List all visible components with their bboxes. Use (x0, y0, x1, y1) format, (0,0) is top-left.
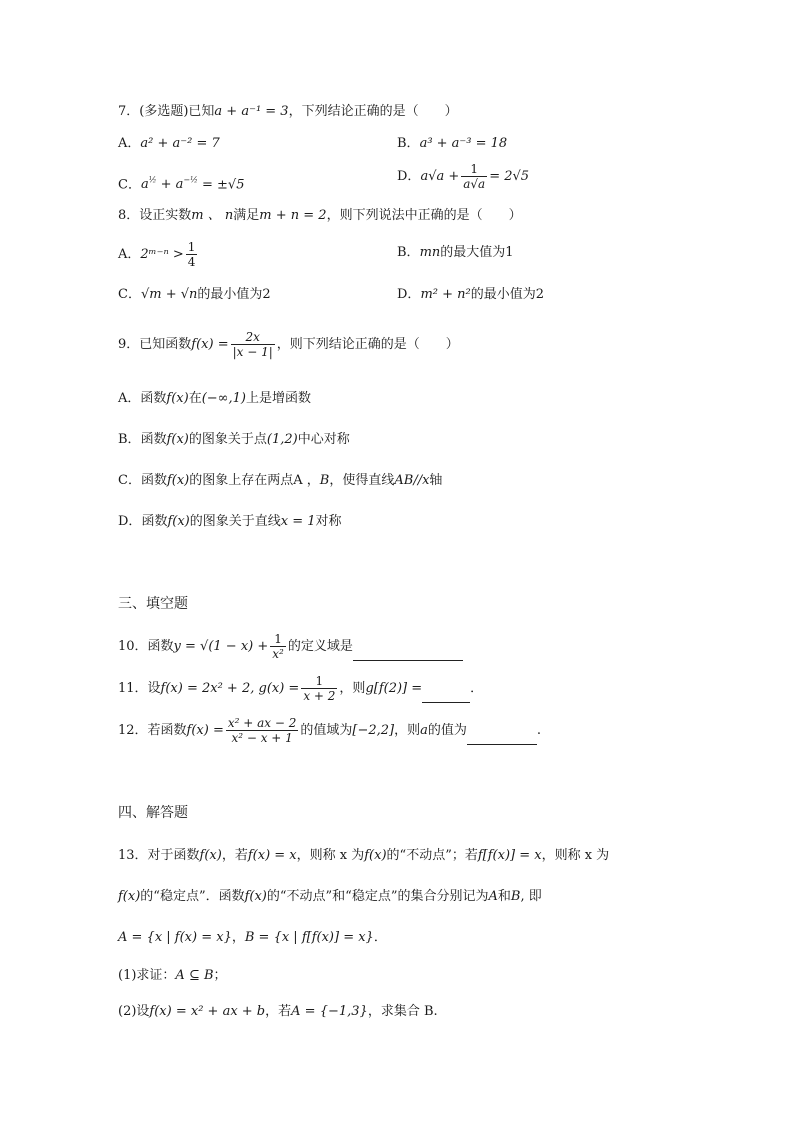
q10-answer-blank[interactable] (353, 646, 463, 661)
q7-option-c-power-sum: $a^{\frac{1}{2}} + a^{-\frac{1}{2}}$ (140, 176, 198, 193)
section-title-fill-blank: 三、填空题 (118, 596, 188, 612)
q8-option-b: B．mn的最大值为1 (397, 245, 514, 260)
q8-option-a: A．2ᵐ⁻ⁿ > $\frac{1}{4}$ (118, 240, 196, 269)
q13-line-1: 13．对于函数f(x)，若f(x) = x，则称 x 为f(x)的“不动点”；若f[f(x)] = x，则称 x 为 (118, 848, 610, 863)
q13-part-2: (2)设f(x) = x² + ax + b，若A = {−1,3}，求集合 B. (118, 1004, 438, 1019)
q13-part-1: (1)求证：A ⊆ B； (118, 968, 227, 983)
q9-stem: 9．已知函数f(x) = $\frac{2x}{|x - 1|}$ ，则下列结论正确的是（ ） (118, 330, 459, 359)
q12-fraction: $\frac{\text{x² + ax − 2}}{\text{x² − x + 1}}$ (227, 716, 297, 745)
q9-option-d: D．函数f(x)的图象关于直线x = 1对称 (118, 514, 342, 529)
q11: 11．设f(x) = 2x² + 2, g(x) = $\frac{1}{x + 2}$ ，则g[f(2)] = ． (118, 674, 484, 703)
q11-answer-blank[interactable] (422, 688, 470, 703)
q8-option-a-fraction: $\frac{1}{4}$ (187, 240, 196, 269)
q9-option-c: C．函数f(x)的图象上存在两点A ，B，使得直线AB//x轴 (118, 473, 443, 488)
q9-option-a: A．函数f(x)在(−∞,1)上是增函数 (118, 391, 312, 406)
q7-option-b: B．a³ + a⁻³ = 18 (397, 136, 508, 151)
q10: 10．函数y = √(1 − x) + $\frac{1}{\text{x²}}$ 的定义域是 (118, 632, 463, 661)
q10-fraction: $\frac{1}{\text{x²}}$ (272, 632, 284, 661)
q8-option-c: C．√m + √n的最小值为2 (118, 287, 271, 302)
q13-line-2: f(x)的“稳定点”．函数f(x)的“不动点”和“稳定点”的集合分别记为A和B, 即 (118, 889, 542, 904)
section-title-answer: 四、解答题 (118, 805, 188, 821)
q7-stem: 7．(多选题)已知a + a⁻¹ = 3，下列结论正确的是（ ） (118, 104, 458, 119)
q11-fraction: $\frac{1}{x + 2}$ (303, 674, 336, 703)
q9-option-b: B．函数f(x)的图象关于点(1,2)中心对称 (118, 432, 350, 447)
q12: 12．若函数f(x) = $\frac{\text{x² + ax − 2}}{\text{x² − x + 1}}$ 的值域为[−2,2]，则a的值为 . (118, 716, 542, 745)
q7-option-d: D．a√a + $\frac{1}{a√a}$ = 2√5 (397, 162, 530, 191)
q13-line-3: A = {x | f(x) = x}，B = {x | f[f(x)] = x}． (118, 930, 387, 945)
q8-stem: 8．设正实数m 、 n满足m + n = 2，则下列说法中正确的是（ ） (118, 208, 522, 223)
q9-fraction: $\frac{2x}{|x - 1|}$ (232, 330, 273, 359)
q12-answer-blank[interactable] (467, 730, 537, 745)
q7-option-c: C．$a^{\frac{1}{2}} + a^{-\frac{1}{2}} = \pm√5$ (118, 176, 245, 193)
q7-condition: a + a⁻¹ = 3 (214, 104, 289, 119)
q7-option-d-fraction: $\frac{1}{a√a}$ (463, 162, 486, 191)
q7-option-d-term: a√a + (420, 169, 460, 184)
q7-option-a: A．a² + a⁻² = 7 (118, 136, 220, 151)
q8-option-d: D．m² + n²的最小值为2 (397, 287, 544, 302)
